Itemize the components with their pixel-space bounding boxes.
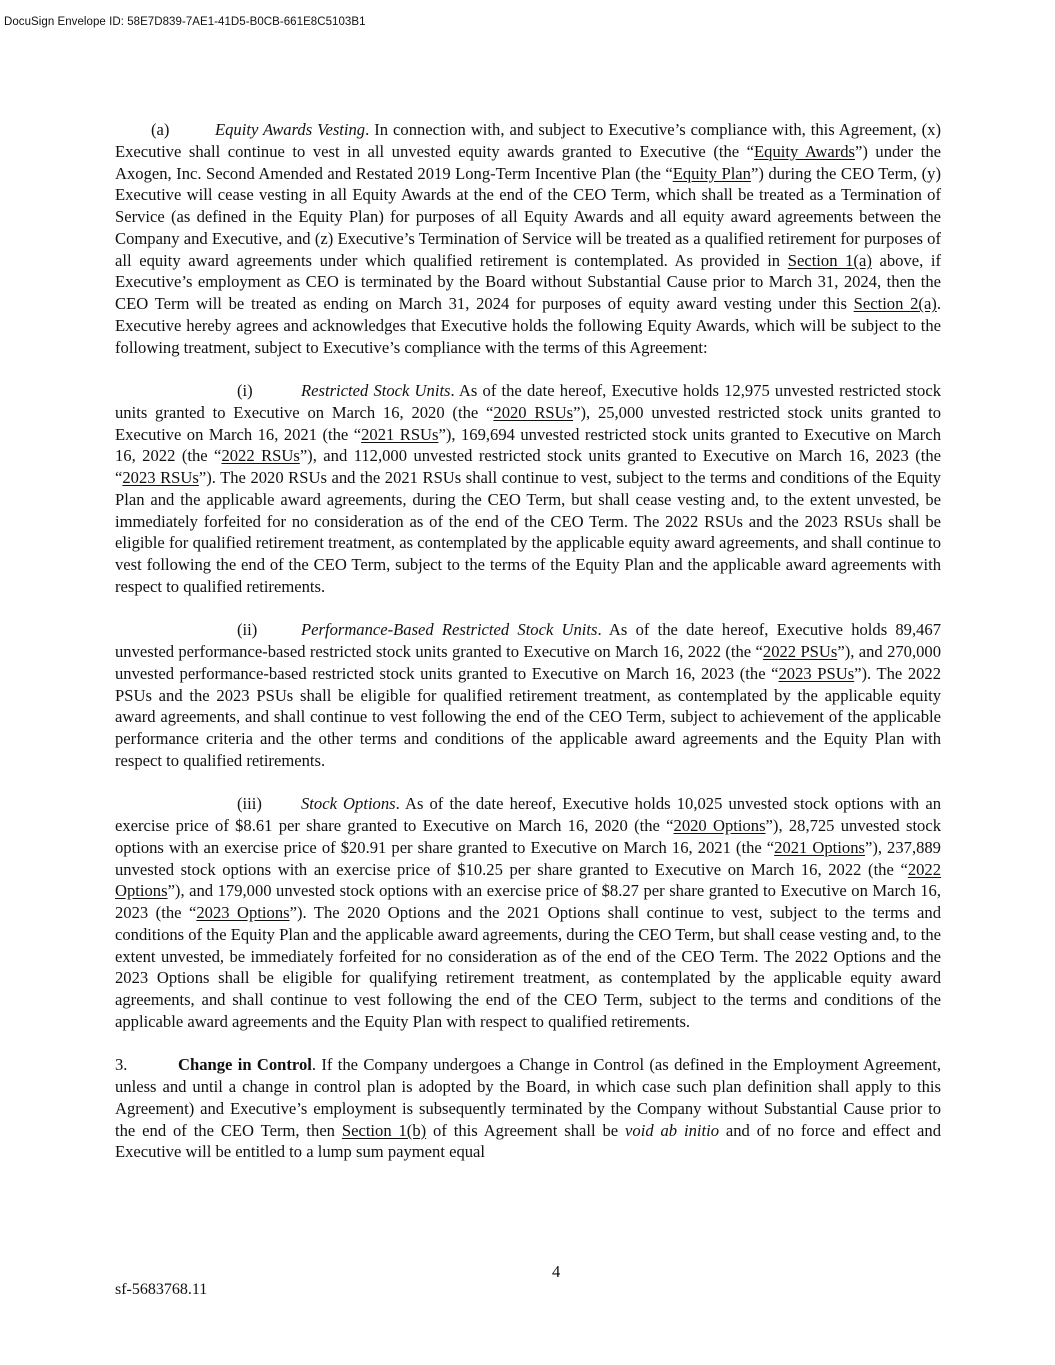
paragraph-text xyxy=(115,1055,941,1161)
text-run: ”), 28,725 unvested stock options with an exercise price of $20.91 per share granted to Executive on March 16, 2021 (the “ xyxy=(115,816,942,857)
paragraph-text xyxy=(115,120,941,357)
text-run: . As of the date hereof, Executive holds 89,467 unvested performance-based restricted stock units granted to Executive on March 16, 2022 (the “ xyxy=(115,620,941,661)
defined-term: Section 1(b) xyxy=(341,1120,427,1140)
paragraph-text xyxy=(115,620,941,770)
defined-term: 2020 Options xyxy=(673,816,766,835)
defined-term: Equity Plan xyxy=(672,163,751,183)
text-run: . Executive hereby agrees and acknowledges that Executive holds the following Equity Awards, which will be subject to the following treatment, subject to Executive’s compliance with the terms of this Agreement: xyxy=(115,294,941,357)
document-body xyxy=(115,119,941,1185)
text-run: ”), and 112,000 unvested restricted stock units granted to Executive on March 16, 2023 (the “ xyxy=(115,446,941,487)
text-run: ”), and 270,000 unvested performance-based restricted stock units granted to Executive on March 16, 2023 (the “ xyxy=(115,642,941,683)
bold-heading: Change in Control xyxy=(178,1055,312,1075)
text-run: . If the Company undergoes a Change in Control (as defined in the Employment Agreement, unless and until a change in control plan is adopted by the Board, in which case such plan definition shall apply to this Agreement) and Executive’s employment is subsequently terminated by the Company without Substantial Cause prior to the end of the CEO Term, then xyxy=(115,1055,941,1140)
paragraph-section-2a xyxy=(115,119,941,358)
document-id: sf-5683768.11 xyxy=(115,1281,208,1298)
text-run: ”). The 2020 RSUs and the 2021 RSUs shall continue to vest, subject to the terms and conditions of the Equity Plan and the applicable award agreements, during the CEO Term, but shall cease vesting and, to the extent unvested, be immediately forfeited for no consideration as of the end of the CEO Term. The 2022 RSUs and the 2023 RSUs shall be eligible for qualified retirement treatment, as contemplated by the applicable equity award agreements, and shall continue to vest following the end of the CEO Term, subject to the terms of the Equity Plan and the applicable award agreements with respect to qualified retirements. xyxy=(115,468,941,596)
defined-term: Equity Awards xyxy=(754,141,855,161)
defined-term: 2023 Options xyxy=(196,903,290,922)
paragraph-text xyxy=(115,381,941,596)
paragraph-text xyxy=(115,794,941,1031)
text-run: ”). The 2022 PSUs and the 2023 PSUs shall be eligible for qualified retirement treatment, as contemplated by the applicable equity award agreements, and shall continue to vest following the end of the CEO Term, subject to achievement of the applicable performance criteria and the other terms and conditions of the applicable award agreements and the Equity Plan with respect to qualified retirements. xyxy=(115,663,942,770)
defined-term: 2021 RSUs xyxy=(361,424,439,444)
section-label: (a) xyxy=(151,120,170,139)
paragraph-restricted-stock-units xyxy=(115,380,941,598)
italic-heading: Equity Awards Vesting xyxy=(215,120,366,139)
text-run: ”), 237,889 unvested stock options with an exercise price of $10.25 per share granted to Executive on March 16, 2022 (the “ xyxy=(115,837,941,879)
text-run: ”), and 179,000 unvested stock options with an exercise price of $8.27 per share granted to Executive on March 16, 2023 (the “ xyxy=(115,881,941,922)
paragraph-stock-options xyxy=(115,793,941,1032)
text-run: . As of the date hereof, Executive holds 10,025 unvested stock options with an exercise price of $8.61 per share granted to Executive on March 16, 2020 (the “ xyxy=(115,794,941,835)
italic-heading: Restricted Stock Units xyxy=(301,381,451,400)
defined-term: 2023 RSUs xyxy=(122,468,199,487)
page-number: 4 xyxy=(552,1262,561,1281)
text-run: ”) during the CEO Term, (y) Executive will cease vesting in all Equity Awards at the end of the CEO Term, which shall be treated as a Termination of Service (as defined in the Equity Plan) for purposes of all Equity Awards and all equity award agreements between the Company and Executive, and (z) Executive’s Termination of Service will be treated as a qualified retirement for purposes of all equity award agreements under which qualified retirement is contemplated. As provided in xyxy=(115,163,942,270)
text-run: and of no force and effect and Executive will be entitled to a lump sum payment equal xyxy=(115,1120,941,1162)
defined-term: Section 2(a) xyxy=(853,294,937,313)
defined-term: 2021 Options xyxy=(774,837,865,857)
italic-heading: Performance-Based Restricted Stock Units xyxy=(301,620,598,640)
docusign-envelope-id: DocuSign Envelope ID: 58E7D839-7AE1-41D5-B0CB-661E8C5103B1 xyxy=(4,16,366,28)
italic-heading: void ab initio xyxy=(625,1120,720,1140)
text-run: . In connection with, and subject to Executive’s compliance with, this Agreement, (x) Executive shall continue to vest in all unvested equity awards granted to Executive (the “ xyxy=(115,120,941,161)
italic-heading: Stock Options xyxy=(301,794,396,814)
text-run: ”), 169,694 unvested restricted stock units granted to Executive on March 16, 2022 (the “ xyxy=(115,424,941,466)
text-run: of this Agreement shall be xyxy=(426,1120,626,1140)
text-run: ”). The 2020 Options and the 2021 Options shall continue to vest, subject to the terms and conditions of the Equity Plan and the applicable award agreements, during the CEO Term, but shall cease vesting and, to the extent unvested, be immediately forfeited for no consideration as of the end of the CEO Term. The 2022 Options and the 2023 Options shall be eligible for qualifying retirement treatment, as contemplated by the applicable equity award agreements, and shall continue to vest following the end of the CEO Term, subject to the terms and conditions of the applicable award agreements and the Equity Plan with respect to qualified retirements. xyxy=(115,903,941,1031)
defined-term: 2022 PSUs xyxy=(762,642,838,661)
defined-term: 2022 RSUs xyxy=(221,446,300,466)
paragraph-change-in-control xyxy=(115,1054,941,1163)
defined-term: 2023 PSUs xyxy=(778,663,855,683)
text-run: ”) under the Axogen, Inc. Second Amended and Restated 2019 Long-Term Incentive Plan (the “ xyxy=(115,141,941,183)
defined-term: 2022 Options xyxy=(115,859,941,901)
paragraph-performance-based-rsus xyxy=(115,619,941,771)
defined-term: 2020 RSUs xyxy=(493,402,574,422)
section-label: (iii) xyxy=(237,794,262,814)
text-run: ”), 25,000 unvested restricted stock units granted to Executive on March 16, 2021 (the “ xyxy=(115,402,941,444)
section-label: 3. xyxy=(115,1055,128,1075)
defined-term: Section 1(a) xyxy=(787,250,872,270)
text-run: . As of the date hereof, Executive holds 12,975 unvested restricted stock units granted to Executive on March 16, 2020 (the “ xyxy=(115,381,941,422)
text-run: above, if Executive’s employment as CEO is terminated by the Board without Substantial Cause prior to March 31, 2024, then the CEO Term will be treated as ending on March 31, 2024 for purposes of equity award vesting under this xyxy=(115,250,941,313)
section-label: (ii) xyxy=(237,620,258,640)
section-label: (i) xyxy=(237,381,253,400)
